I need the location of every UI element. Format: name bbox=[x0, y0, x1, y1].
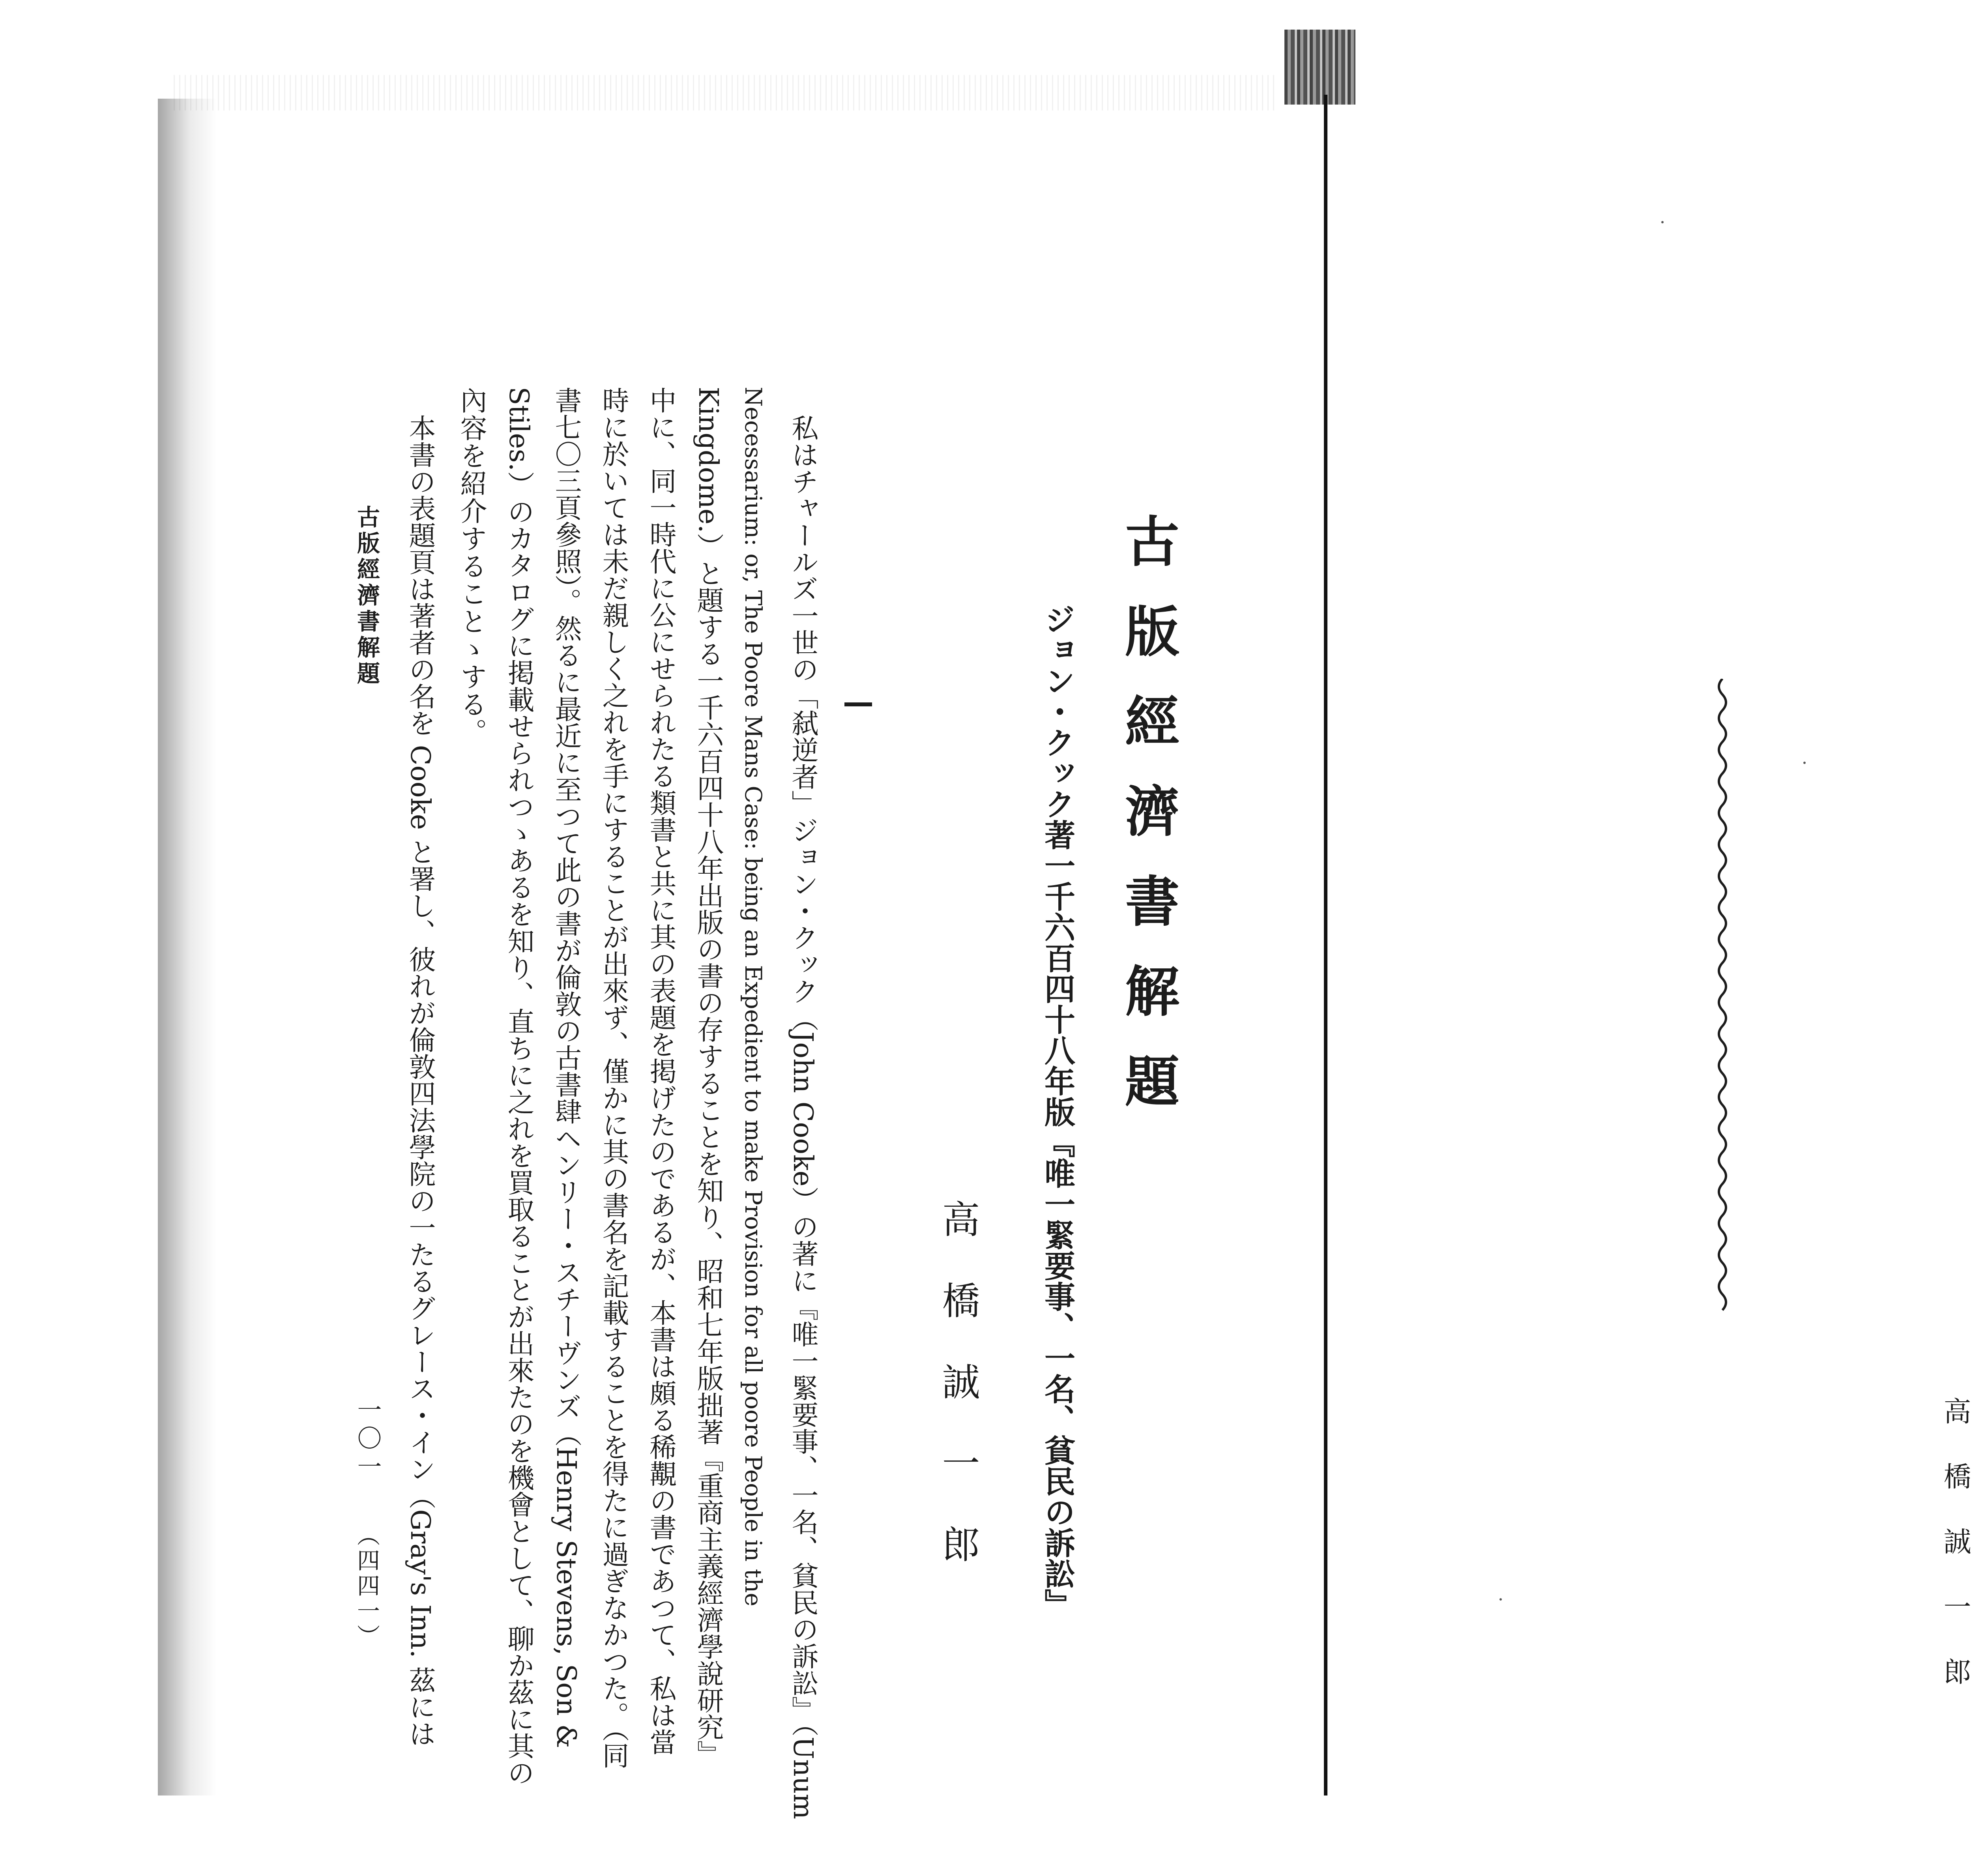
body-line: Stiles.）のカタログに掲載せられつゝあるを知り、直ちに之れを買取ることが出來たのを機會として、聊か茲に其の bbox=[503, 387, 534, 1786]
body-line: Necessarium: or, The Poore Mans Case: being an Expedient to make Provision for all poore People in the bbox=[740, 387, 767, 1606]
article-author: 高橋誠一郎 bbox=[936, 1200, 980, 1606]
right-signature: 高橋誠一郎 bbox=[1939, 1397, 1971, 1722]
wavy-divider bbox=[1711, 679, 1734, 1322]
left-running-head: 古版經濟書解題 bbox=[353, 505, 380, 687]
article-title: 古版經濟書解題 bbox=[1116, 513, 1180, 1143]
left-page-number-paren: （四四一） bbox=[353, 1523, 380, 1649]
scan-noise bbox=[174, 75, 1279, 110]
body-line: 本書の表題頁は著者の名を Cooke と署し、彼れが倫敦四法學院の一たるグレース・イン（Gray's Inn. 茲には bbox=[404, 414, 436, 1747]
scan-speck bbox=[1661, 221, 1664, 223]
scan-speck bbox=[1499, 1598, 1502, 1601]
body-line: 內容を紹介することゝする。 bbox=[456, 387, 487, 746]
section-number-mark bbox=[844, 702, 872, 706]
scan-speck bbox=[1803, 762, 1806, 764]
article-subtitle: ジョン・クック著一千六百四十八年版『唯一緊要事、一名、貧民の訴訟』 bbox=[1039, 604, 1075, 1620]
body-line: 時に於いては未だ親しく之れを手にすることが出來ず、僅かに其の書名を記載することを得たに過ぎなかつた。（同 bbox=[598, 387, 629, 1769]
left-page-number: 一〇一 bbox=[353, 1397, 382, 1482]
body-line: Kingdome.）と題する一千六百四十八年出版の書の存することを知り、昭和七年版拙著『重商主義經濟學說研究』 bbox=[693, 387, 724, 1767]
body-line: 私はチャールズ一世の「弑逆者」ジョン・クック（John Cooke）の著に『唯一緊要事、一名、貧民の訴訟』（Unum bbox=[787, 414, 818, 1820]
book-spine bbox=[1324, 95, 1327, 1795]
page-edge-shadow bbox=[158, 99, 217, 1795]
body-line: 書七〇三頁參照）。然るに最近に至つて此の書が倫敦の古書肆ヘンリー・スチーヴンズ（Henry Stevens, Son & bbox=[550, 387, 582, 1749]
binding-tab bbox=[1284, 30, 1355, 105]
body-line: 中に、同一時代に公にせられたる類書と共に其の表題を掲げたのであるが、本書は頗る稀覯の書であつて、私は當 bbox=[645, 387, 676, 1755]
